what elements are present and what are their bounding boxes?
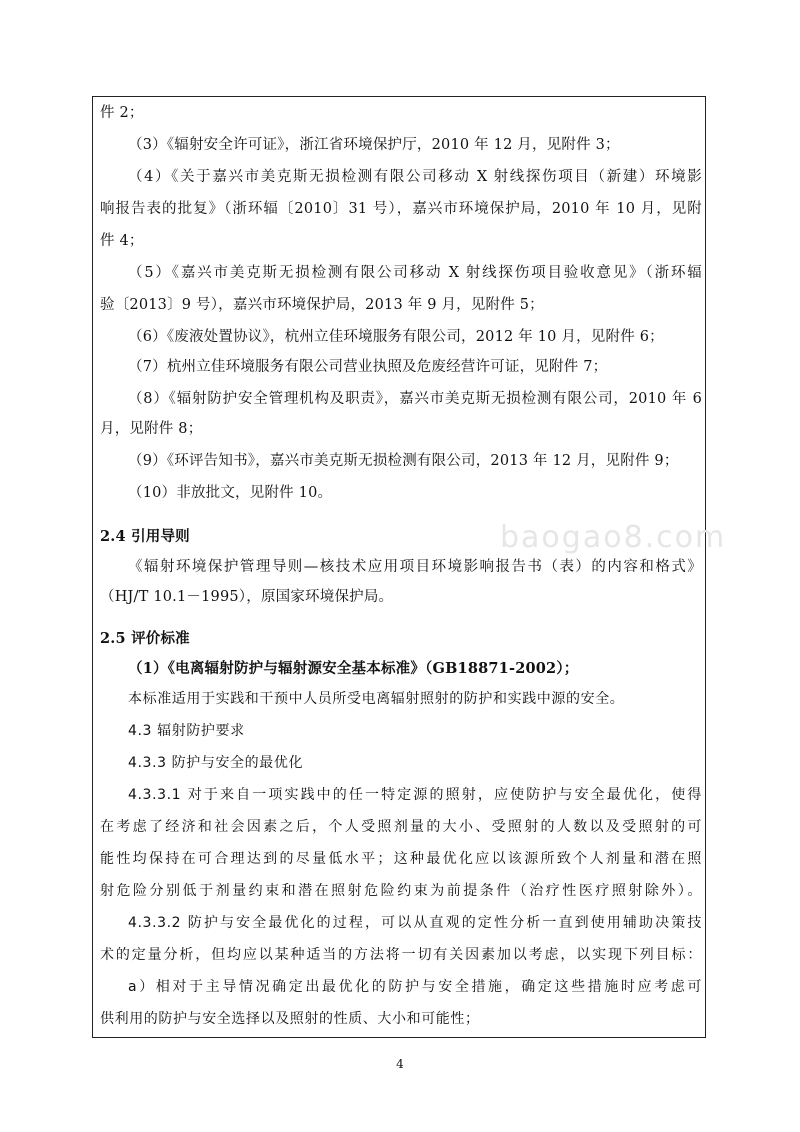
text-line: 能性均保持在可合理达到的尽量低水平；这种最优化应以该源所致个人剂量和潜在照 xyxy=(100,851,702,867)
text-line: （3）《辐射安全许可证》，浙江省环境保护厅，2010 年 12 月，见附件 3； xyxy=(128,137,620,153)
text-line: 在考虑了经济和社会因素之后，个人受照剂量的大小、受照射的人数以及受照射的可 xyxy=(100,819,702,835)
page-number: 4 xyxy=(396,1057,404,1071)
text-line: （4）《关于嘉兴市美克斯无损检测有限公司移动 X 射线探伤项目（新建）环境影 xyxy=(128,169,702,185)
section-heading: 2.5 评价标准 xyxy=(100,630,190,647)
text-line: 4.3.3 防护与安全的最优化 xyxy=(128,755,304,771)
text-line: 4.3.3.2 防护与安全最优化的过程，可以从直观的定性分析一直到使用辅助决策技 xyxy=(128,915,702,931)
watermark: baogao8.com xyxy=(500,520,727,555)
text-line: （7）杭州立佳环境服务有限公司营业执照及危废经营许可证，见附件 7； xyxy=(128,359,608,375)
text-line: （10）非放批文，见附件 10。 xyxy=(128,485,333,501)
text-line: 《辐射环境保护管理导则—核技术应用项目环境影响报告书（表）的内容和格式》 xyxy=(128,559,702,575)
text-line: 月，见附件 8； xyxy=(100,421,203,437)
text-line: 术的定量分析，但均应以某种适当的方法将一切有关因素加以考虑，以实现下列目标： xyxy=(100,947,702,963)
text-line: （HJ/T 10.1－1995），原国家环境保护局。 xyxy=(100,589,394,605)
text-line: a）相对于主导情况确定出最优化的防护与安全措施，确定这些措施时应考虑可 xyxy=(128,979,702,995)
text-line: （6）《废液处置协议》，杭州立佳环境服务有限公司，2012 年 10 月，见附件 6； xyxy=(128,329,664,345)
text-line: 供利用的防护与安全选择以及照射的性质、大小和可能性； xyxy=(100,1011,480,1027)
section-heading: 2.4 引用导则 xyxy=(100,528,190,545)
text-line: 4.3.3.1 对于来自一项实践中的任一特定源的照射，应使防护与安全最优化，使得 xyxy=(128,787,702,803)
text-line: 射危险分别低于剂量约束和潜在照射危险约束为前提条件（治疗性医疗照射除外）。 xyxy=(100,883,702,899)
standard-title: （1）《电离辐射防护与辐射源安全基本标准》（GB18871-2002）； xyxy=(128,660,579,677)
text-line: 件 4； xyxy=(100,233,144,249)
text-line: （9）《环评告知书》，嘉兴市美克斯无损检测有限公司，2013 年 12 月，见附件 9； xyxy=(128,453,679,469)
text-line: 4.3 辐射防护要求 xyxy=(128,723,245,739)
text-line: 件 2； xyxy=(100,105,144,121)
text-line: 本标准适用于实践和干预中人员所受电离辐射照射的防护和实践中源的安全。 xyxy=(128,691,625,707)
text-line: 响报告表的批复》（浙环辐〔2010〕31 号），嘉兴市环境保护局，2010 年 10 月，见附 xyxy=(100,201,702,217)
text-line: （5）《嘉兴市美克斯无损检测有限公司移动 X 射线探伤项目验收意见》（浙环辐 xyxy=(128,265,702,281)
text-line: （8）《辐射防护安全管理机构及职责》，嘉兴市美克斯无损检测有限公司，2010 年 6 xyxy=(128,391,702,407)
text-line: 验〔2013〕9 号），嘉兴市环境保护局，2013 年 9 月，见附件 5； xyxy=(100,297,544,313)
